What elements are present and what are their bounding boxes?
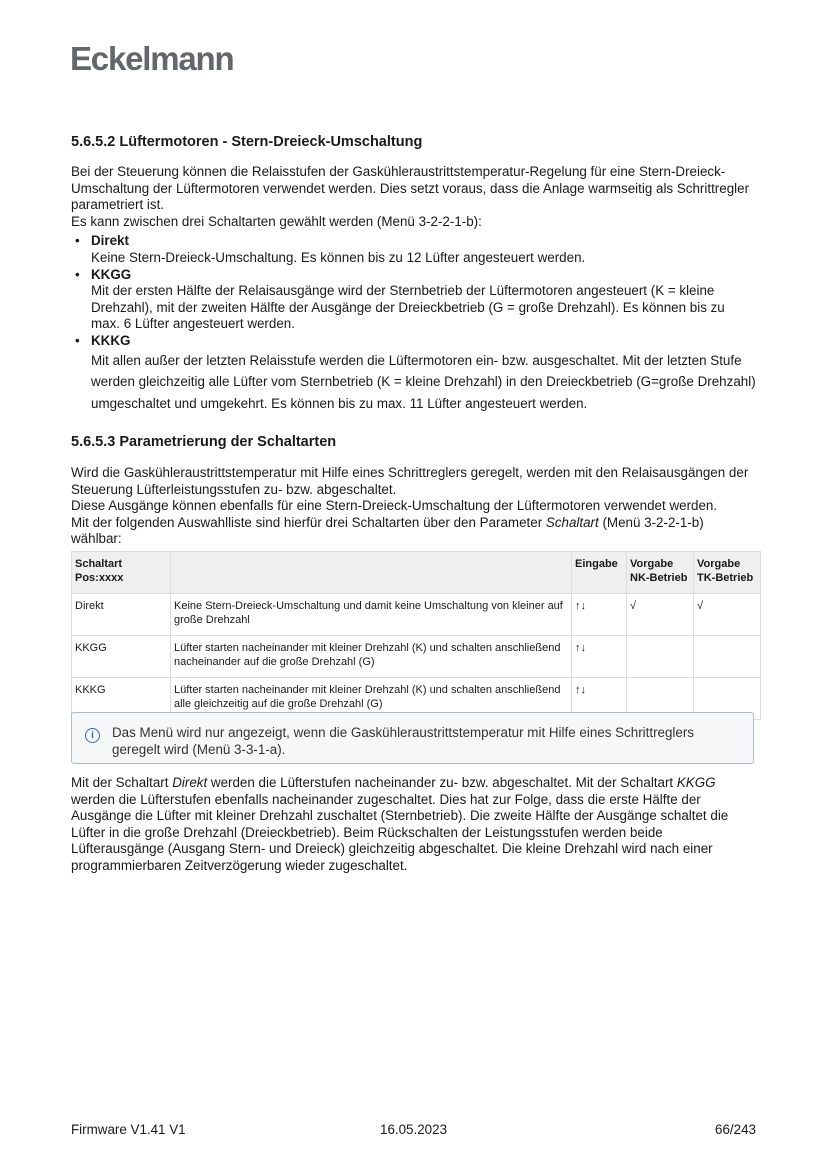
cell: Keine Stern-Dreieck-Umschaltung und damit keine Umschaltung von kleiner auf große Drehzahl [171,594,572,636]
table-row [72,636,761,678]
cell: KKKG [72,678,171,720]
cell [627,636,694,678]
paragraph: Diese Ausgänge können ebenfalls für eine Stern-Dreieck-Umschaltung der Lüftermotoren verwendet werden. [71,498,718,514]
text: Mit der folgenden Auswahlliste sind hierfür drei Schaltarten über den Parameter [71,514,546,530]
list-item-title: KKGG [91,266,132,282]
table-row [72,594,761,636]
section-heading-5-6-5-2: 5.6.5.2 Lüftermotoren - Stern-Dreieck-Umschaltung [71,134,423,150]
text: KKGG [676,775,716,790]
section1-body [71,164,757,414]
list-item-title: Direkt [91,233,129,249]
info-note [71,712,754,764]
footer-page-number: 66/243 [715,1122,756,1137]
list-item: • KKKG Mit allen außer der letzten Relaisstufe werden die Lüftermotoren ein- bzw. ausgeschaltet. Mit der letzten Stufe werden gleichzeitig alle Lüfter vom Sternbetrieb (K = kleine Drehzahl) in den Dreieckbetrieb (G=große Drehzahl) umgeschaltet und umgekehrt. Es können bis zu max. 11 Lüfter angesteuert werden. [71,333,757,414]
section-heading-5-6-5-3: 5.6.5.3 Parametrierung der Schaltarten [71,434,337,450]
cell: √ [694,594,761,636]
schaltarten-list [71,233,757,414]
list-item-text: Mit der ersten Hälfte der Relaisausgänge wird der Sternbetrieb der Lüftermotoren angesteuert (K = kleine Drehzahl), mit der zweiten Hälfte der Ausgänge der Dreieckbetrieb (G = große Drehzahl). Es können bis zu max. 6 Lüfter angesteuert werden. [91,283,725,332]
cell: ↑↓ [572,636,627,678]
text: Direkt [172,775,208,790]
cell: Lüfter starten nacheinander mit kleiner Drehzahl (K) und schalten anschließend alle gleichzeitig auf die große Drehzahl (G) [171,678,572,720]
list-item: • KKGG Mit der ersten Hälfte der Relaisausgänge wird der Sternbetrieb der Lüftermotoren angesteuert (K = kleine Drehzahl), mit der zweiten Hälfte der Ausgänge der Dreieckbetrieb (G = große Drehzahl). Es können bis zu max. 6 Lüfter angesteuert werden. [75,266,725,332]
schaltarten-table [71,551,761,720]
info-icon: i [85,728,100,743]
intro-paragraph-2: Es kann zwischen drei Schaltarten gewählt werden (Menü 3-2-2-1-b): [71,213,482,229]
section2-body [71,465,757,548]
cell: ↑↓ [572,678,627,720]
parameter-name: Schaltart [545,514,599,530]
footer-firmware: Firmware V1.41 V1 [71,1122,186,1137]
eckelmann-logo: Eckelmann [70,40,234,77]
text: (Menü 3-2-2-1-b) wählbar: [71,514,704,547]
cell: ↑↓ [572,594,627,636]
header-description [171,552,572,594]
list-item-text: Mit allen außer der letzten Relaisstufe werden die Lüftermotoren ein- bzw. ausgeschaltet. Mit der letzten Stufe werden gleichzeitig alle Lüfter vom Sternbetrieb (K = kleine Drehzahl) in den Dreieckbetrieb (G=große Drehzahl) umgeschaltet und umgekehrt. Es können bis zu max. 11 Lüfter angesteuert werden. [91,352,756,411]
final-paragraph [71,775,757,875]
list-item-text: Keine Stern-Dreieck-Umschaltung. Es können bis zu 12 Lüfter angesteuert werden. [91,249,586,265]
info-note-text: Das Menü wird nur angezeigt, wenn die Gaskühleraustrittstemperatur mit Hilfe eines Schrittreglers geregelt wird (Menü 3-3-1-a). [112,725,695,757]
cell: √ [627,594,694,636]
text: Mit der Schaltart [71,775,173,790]
header-vorgabe-tk: Vorgabe TK-Betrieb [694,552,761,594]
footer-date: 16.05.2023 [380,1122,448,1137]
cell: KKGG [72,636,171,678]
text: werden die Lüfterstufen ebenfalls nacheinander zugeschaltet. Dies hat zur Folge, dass die erste Hälfte der Ausgänge die Lüfter mit kleiner Drehzahl zuschaltet (Sternbetrieb). Die zweite Hälfte der Ausgänge schaltet die Lüfter in die große Drehzahl (Dreieckbetrieb). Beim Rückschalten der Leistungsstufen werden beide Lüfterausgänge (Ausgang Stern- und Dreieck) gleichzeitig abgeschaltet. Die kleine Drehzahl wird nach einer programmierbaren Zeitverzögerung wieder zugeschaltet. [71,791,729,873]
header-eingabe: Eingabe [572,552,627,594]
header-vorgabe-nk: Vorgabe NK-Betrieb [627,552,694,594]
paragraph [71,515,757,548]
table-header-row [72,552,761,594]
cell: Lüfter starten nacheinander mit kleiner Drehzahl (K) und schalten anschließend nacheinander auf die große Drehzahl (G) [171,636,572,678]
intro-paragraph: Bei der Steuerung können die Relaisstufen der Gaskühleraustrittstemperatur-Regelung für eine Stern-Dreieck-Umschaltung der Lüftermotoren verwendet werden. Dies setzt voraus, dass die Anlage warmseitig als Schrittregler parametriert ist. [71,164,750,213]
paragraph: Wird die Gaskühleraustrittstemperatur mit Hilfe eines Schrittreglers geregelt, werden mit den Relaisausgängen der Steuerung Lüfterleistungsstufen zu- bzw. abgeschaltet. [71,465,749,497]
list-item: • Direkt Keine Stern-Dreieck-Umschaltung. Es können bis zu 12 Lüfter angesteuert werden. [75,233,586,265]
cell: Direkt [72,594,171,636]
text: werden die Lüfterstufen nacheinander zu- bzw. abgeschaltet. Mit der Schaltart [207,775,677,790]
list-item-title: KKKG [91,332,131,348]
header-schaltart: Schaltart Pos:xxxx [72,552,171,594]
cell [694,636,761,678]
